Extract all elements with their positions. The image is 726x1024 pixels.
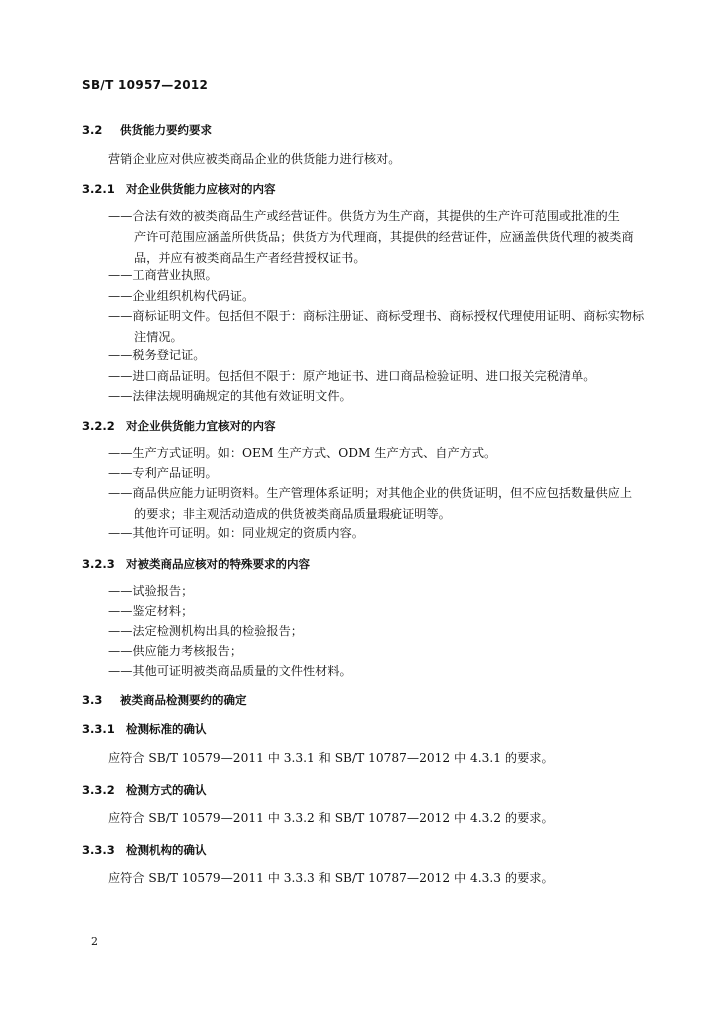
heading-number: 3.3 [82, 693, 103, 707]
list-item-line: ——法定检测机构出具的检验报告； [108, 624, 303, 638]
heading-number: 3.2.1 [82, 182, 115, 196]
list-item-line: ——供应能力考核报告； [108, 644, 243, 658]
list-item-legal-certificates [108, 206, 648, 269]
list-item-trademark-docs [108, 306, 648, 348]
heading-3-3-3 [82, 842, 207, 858]
heading-number: 3.2 [82, 123, 103, 137]
list-item-quality-documents [108, 661, 648, 682]
list-item-line: ——生产方式证明。如：OEM 生产方式、ODM 生产方式、自产方式。 [108, 446, 497, 460]
list-item-business-license [108, 265, 648, 286]
heading-3-2 [82, 122, 212, 138]
list-item-patent-proof [108, 463, 648, 484]
list-item-line: ——法律法规明确规定的其他有效证明文件。 [108, 389, 352, 403]
list-item-production-method [108, 443, 648, 464]
heading-3-2-2 [82, 418, 276, 434]
paragraph-3-3-3: 应符合 SB/T 10579—2011 中 3.3.3 和 SB/T 10787—2012 中 4.3.3 的要求。 [108, 871, 554, 885]
page-number: 2 [91, 935, 98, 948]
heading-3-2-1 [82, 181, 276, 197]
list-item-import-certificates [108, 366, 648, 387]
list-item-line: ——鉴定材料； [108, 604, 194, 618]
list-item-line: ——企业组织机构代码证。 [108, 289, 255, 303]
heading-title: 对企业供货能力宜核对的内容 [126, 419, 276, 433]
list-item-line: 产许可范围应涵盖所供货品；供货方为代理商，其提供的经营证件，应涵盖供货代理的被类商 [134, 230, 634, 244]
list-item-line: ——进口商品证明。包括但不限于：原产地证书、进口商品检验证明、进口报关完税清单。 [108, 369, 596, 383]
list-item-line: 的要求；非主观活动造成的供货被类商品质量瑕疵证明等。 [134, 507, 451, 521]
heading-number: 3.2.3 [82, 557, 115, 571]
heading-title: 检测方式的确认 [126, 783, 207, 797]
list-item-other-legal-docs [108, 386, 648, 407]
heading-title: 被类商品检测要约的确定 [120, 693, 247, 707]
list-item-capacity-assessment [108, 641, 648, 662]
list-item-tax-registration [108, 345, 648, 366]
list-item-line: ——试验报告； [108, 584, 194, 598]
list-item-line: ——商标证明文件。包括但不限于：商标注册证、商标受理书、商标授权代理使用证明、商标实物标 [108, 309, 645, 323]
heading-title: 检测标准的确认 [126, 722, 207, 736]
heading-title: 供货能力要约要求 [120, 123, 212, 137]
list-item-line: ——其他可证明被类商品质量的文件性材料。 [108, 664, 352, 678]
list-item-line: ——专利产品证明。 [108, 466, 218, 480]
heading-3-3 [82, 692, 247, 708]
heading-title: 对被类商品应核对的特殊要求的内容 [126, 557, 310, 571]
heading-number: 3.3.3 [82, 843, 115, 857]
list-item-line: 注情况。 [134, 330, 183, 344]
list-item-line: ——商品供应能力证明资料。生产管理体系证明；对其他企业的供货证明，但不应包括数量供应上 [108, 486, 633, 500]
list-item-line: ——合法有效的被类商品生产或经营证件。供货方为生产商，其提供的生产许可范围或批准的生 [108, 209, 620, 223]
paragraph-3-2-intro: 营销企业应对供应被类商品企业的供货能力进行核对。 [108, 152, 401, 166]
list-item-test-report [108, 581, 648, 602]
heading-title: 检测机构的确认 [126, 843, 207, 857]
list-item-supply-capacity-docs [108, 483, 648, 525]
list-item-line: 品，并应有被类商品生产者经营授权证书。 [134, 251, 366, 265]
paragraph-3-3-1: 应符合 SB/T 10579—2011 中 3.3.1 和 SB/T 10787—2012 中 4.3.1 的要求。 [108, 751, 554, 765]
heading-number: 3.2.2 [82, 419, 115, 433]
list-item-line: ——税务登记证。 [108, 348, 206, 362]
list-item-appraisal-material [108, 601, 648, 622]
heading-3-2-3 [82, 556, 310, 572]
list-item-line: ——其他许可证明。如：同业规定的资质内容。 [108, 526, 364, 540]
heading-number: 3.3.1 [82, 722, 115, 736]
paragraph-3-3-2: 应符合 SB/T 10579—2011 中 3.3.2 和 SB/T 10787—2012 中 4.3.2 的要求。 [108, 811, 554, 825]
list-item-other-permits [108, 523, 648, 544]
heading-3-3-1 [82, 721, 207, 737]
document-header-id: SB/T 10957—2012 [82, 78, 209, 92]
heading-3-3-2 [82, 782, 207, 798]
list-item-line: ——工商营业执照。 [108, 268, 218, 282]
heading-title: 对企业供货能力应核对的内容 [126, 182, 276, 196]
list-item-inspection-report [108, 621, 648, 642]
heading-number: 3.3.2 [82, 783, 115, 797]
list-item-org-code [108, 286, 648, 307]
